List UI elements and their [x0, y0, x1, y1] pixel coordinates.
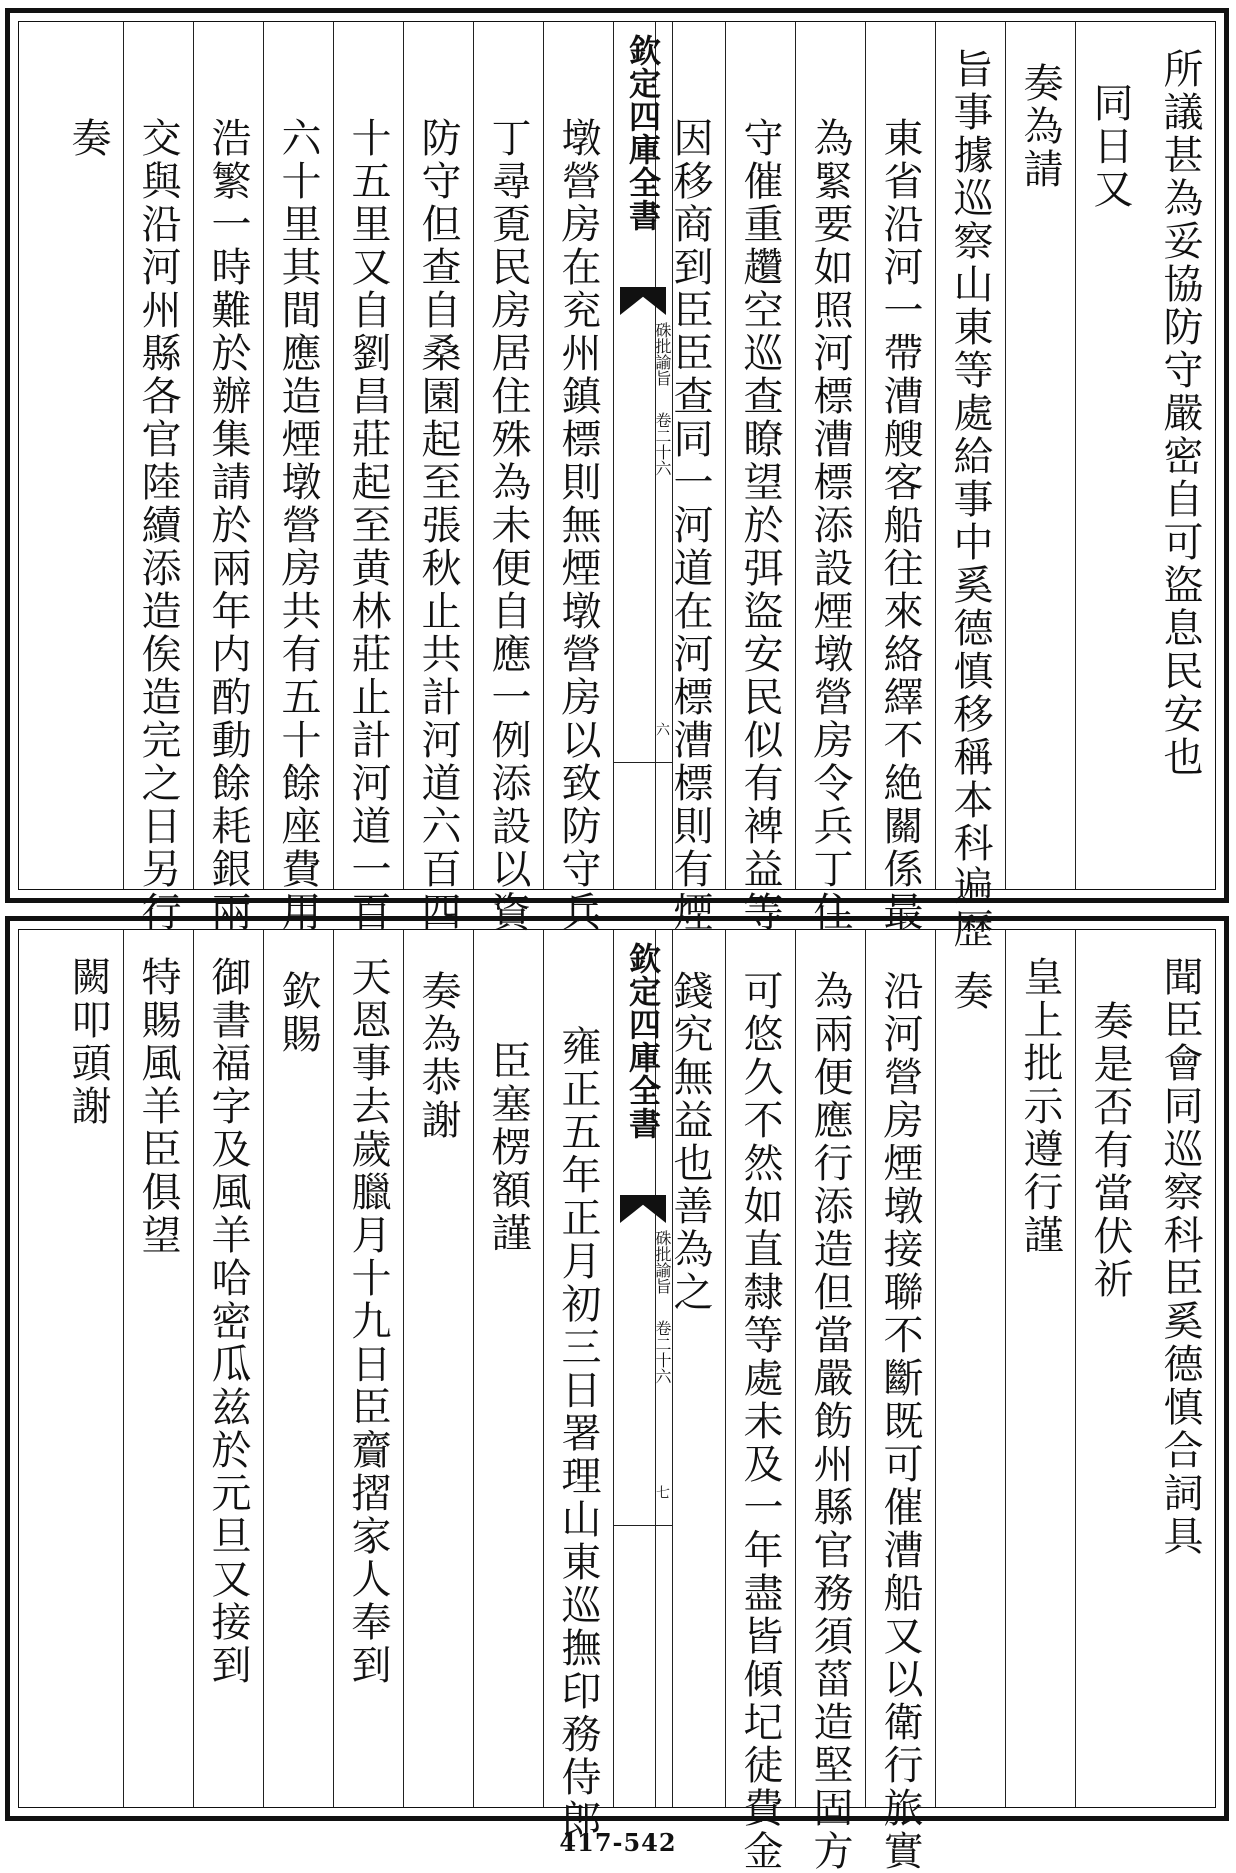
text-column [543, 930, 613, 1842]
folio-number: 六 [654, 722, 670, 736]
center-gutter [613, 930, 673, 1807]
column-text: 為緊要如照河標漕標添設煙墩營房令兵丁住 [807, 117, 853, 934]
column-text: 錢究無益也善為之 [667, 970, 713, 1314]
column-text: 天恩事去歲臘月十九日臣齎摺家人奉到 [345, 956, 391, 1687]
top-page-frame [5, 8, 1229, 951]
book-title: 欽定四庫全書 [624, 34, 662, 232]
column-text: 雍正五年正月初三日署理山東巡撫印務侍郎 [555, 1025, 601, 1842]
fish-tail-mark [620, 287, 666, 315]
text-column [19, 22, 123, 889]
text-column [263, 930, 333, 1807]
text-column [263, 22, 333, 934]
text-column [473, 22, 543, 934]
top-page-grid [18, 21, 1216, 951]
volume-label: 卷二十六 [653, 1320, 672, 1384]
text-column [543, 22, 613, 934]
column-text: 因移商到臣臣查同一河道在河標漕標則有煙 [667, 117, 713, 934]
column-text: 墩營房在兖州鎮標則無煙墩營房以致防守兵 [555, 117, 601, 934]
text-column [865, 930, 935, 1873]
book-title: 欽定四庫全書 [624, 942, 662, 1140]
text-column [333, 22, 403, 934]
column-text: 六十里其間應造煙墩營房共有五十餘座費用 [275, 117, 321, 934]
text-column [1005, 930, 1075, 1807]
column-text: 特賜風羊臣俱望 [135, 956, 181, 1257]
text-column [1145, 930, 1215, 1807]
text-column [725, 930, 795, 1873]
text-column [865, 22, 935, 934]
fish-tail-mark [620, 1195, 666, 1223]
column-text: 交與沿河州縣各官陸續添造俟造完之日另行 [135, 117, 181, 934]
book-subtitle: 硃批諭旨 [653, 1230, 672, 1294]
column-text: 防守但查自桑園起至張秋止共計河道六百四 [415, 117, 461, 934]
text-column [193, 22, 263, 934]
text-column [1005, 22, 1075, 889]
column-text: 守催重趲空巡查瞭望於弭盜安民似有裨益等 [737, 117, 783, 934]
column-text: 闕叩頭謝 [65, 956, 111, 1128]
column-text: 同日又 [1087, 82, 1133, 211]
text-column [935, 22, 1005, 951]
page-number: 417-542 [559, 1828, 677, 1857]
text-column [1075, 22, 1145, 889]
column-text: 奏為請 [1017, 62, 1063, 191]
volume-label: 卷二十六 [653, 412, 672, 476]
column-text: 聞臣會同巡察科臣奚德慎合詞具 [1157, 956, 1203, 1558]
text-column [795, 930, 865, 1873]
column-text: 十五里又自劉昌莊起至黄林莊止計河道一百 [345, 117, 391, 934]
column-text: 丁尋覔民房居住殊為未便自應一例添設以資 [485, 117, 531, 934]
text-column [19, 930, 123, 1807]
text-column [1145, 22, 1215, 889]
column-text: 奏 [947, 970, 993, 1013]
column-text: 奏為恭謝 [415, 970, 461, 1142]
center-gutter [613, 22, 673, 889]
text-column [795, 22, 865, 934]
text-column [403, 930, 473, 1807]
text-column [193, 930, 263, 1807]
text-column [123, 930, 193, 1807]
column-text: 所議甚為妥協防守嚴密自可盜息民安也 [1157, 48, 1203, 779]
column-text: 浩繁一時難於辦集請於兩年内酌動餘耗銀兩 [205, 117, 251, 934]
gutter-rule [614, 762, 672, 763]
gutter-rule [614, 1525, 672, 1526]
column-text: 旨事據巡察山東等處給事中奚德慎移稱本科遍歷 [947, 48, 993, 951]
text-column [935, 930, 1005, 1807]
column-text: 御書福字及風羊哈密瓜兹於元旦又接到 [205, 956, 251, 1687]
book-subtitle: 硃批諭旨 [653, 322, 672, 386]
folio-number: 七 [654, 1485, 670, 1499]
text-column [1075, 930, 1145, 1807]
column-text: 奏 [65, 117, 111, 160]
column-text: 為兩便應行添造但當嚴飭州縣官務須菑造堅固方 [807, 970, 853, 1873]
text-column [333, 930, 403, 1807]
text-column [123, 22, 193, 934]
text-column [725, 22, 795, 934]
text-column [473, 930, 543, 1807]
column-text: 皇上批示遵行謹 [1017, 956, 1063, 1257]
column-text: 沿河營房煙墩接聯不斷既可催漕船又以衛行旅實 [877, 970, 923, 1873]
column-text: 奏是否有當伏祈 [1087, 1000, 1133, 1301]
column-text: 欽賜 [275, 970, 321, 1056]
text-column [403, 22, 473, 934]
column-text: 可悠久不然如直隸等處未及一年盡皆傾圮徒費金 [737, 970, 783, 1873]
column-text: 東省沿河一帶漕艘客船往來絡繹不絶關係最 [877, 117, 923, 934]
column-text: 臣塞楞額謹 [485, 1040, 531, 1255]
